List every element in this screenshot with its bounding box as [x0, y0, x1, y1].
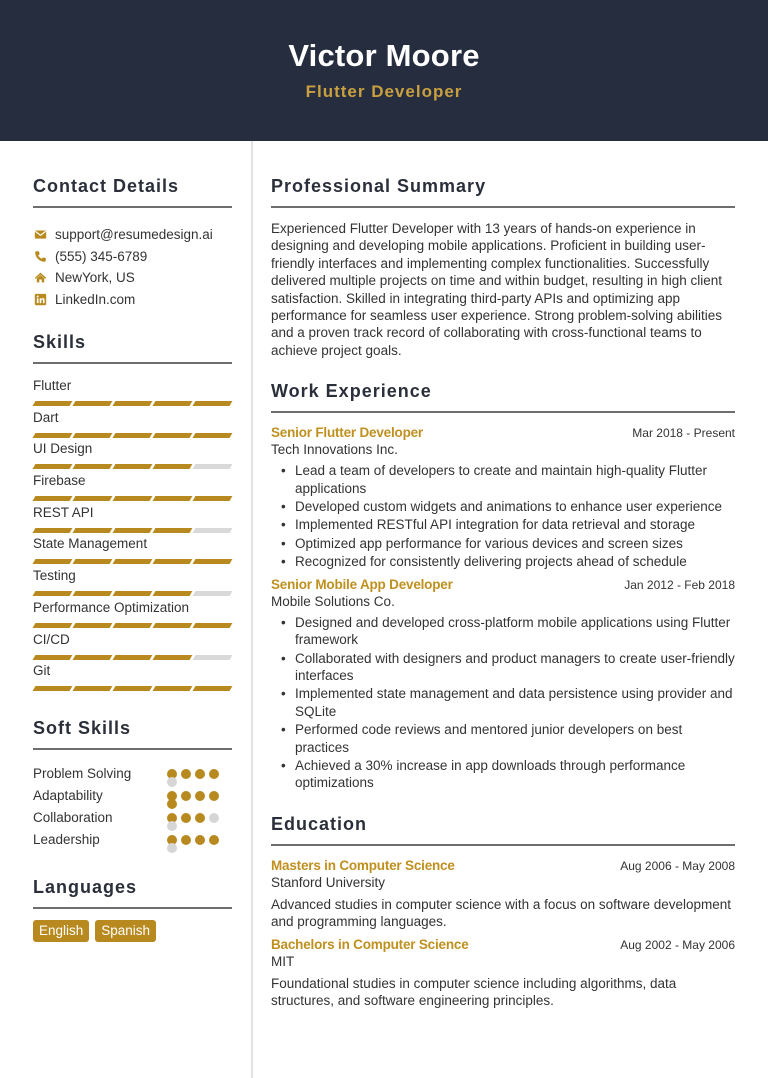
rating-bar-filled — [113, 401, 153, 406]
contact-email-text[interactable]: support@resumedesign.ai — [55, 227, 213, 243]
skill-item — [33, 377, 232, 409]
contact-phone — [33, 246, 232, 268]
skill-name: Git — [33, 663, 51, 679]
rating-dot-filled — [209, 791, 219, 801]
skill-rating — [34, 655, 232, 660]
rating-bar-filled — [73, 464, 113, 469]
phone-icon — [33, 249, 47, 263]
right-column — [271, 141, 735, 1009]
skill-rating — [34, 464, 232, 469]
rating-bar-filled — [33, 433, 73, 438]
rating-bar-filled — [73, 433, 113, 438]
skill-name: REST API — [33, 504, 94, 520]
section-heading: Skills — [33, 332, 232, 364]
education-entry — [271, 937, 735, 1010]
skill-rating — [34, 401, 232, 406]
rating-bar-filled — [113, 528, 153, 533]
rating-dot-empty — [209, 813, 219, 823]
language-tags — [33, 920, 232, 942]
rating-bar-filled — [73, 528, 113, 533]
soft-skill-item — [33, 785, 232, 807]
skill-rating — [34, 623, 232, 628]
skill-rating — [34, 559, 232, 564]
skill-item — [33, 567, 232, 599]
candidate-title: Flutter Developer — [305, 82, 463, 101]
rating-dot-filled — [181, 835, 191, 845]
rating-bar-filled — [113, 686, 153, 691]
skill-item — [33, 535, 232, 567]
rating-bar-filled — [73, 623, 113, 628]
skill-name: UI Design — [33, 441, 93, 457]
skill-name: Testing — [33, 568, 76, 584]
rating-bar-filled — [33, 464, 73, 469]
rating-dot-filled — [195, 813, 205, 823]
education-header — [271, 858, 735, 873]
skill-rating — [34, 686, 232, 691]
contact-linkedin — [33, 289, 232, 311]
contact-section — [33, 176, 232, 310]
skill-name: State Management — [33, 536, 148, 552]
rating-bar-empty — [193, 591, 233, 596]
job-bullet: • Recognized for consistently delivering projects ahead of schedule — [295, 553, 735, 570]
skill-rating — [34, 591, 232, 596]
skill-name: Firebase — [33, 473, 86, 489]
contact-location-text: NewYork, US — [55, 270, 135, 286]
rating-bar-filled — [73, 655, 113, 660]
skill-rating — [34, 496, 232, 501]
contact-linkedin-text[interactable]: LinkedIn.com — [55, 291, 136, 307]
language-tag: Spanish — [95, 920, 156, 942]
linkedin-icon — [33, 292, 47, 306]
job-company: Tech Innovations Inc. — [271, 442, 398, 458]
rating-dot-empty — [167, 777, 177, 787]
job-bullets — [271, 462, 735, 570]
summary-section — [271, 176, 735, 359]
education-date: Aug 2006 - May 2008 — [620, 858, 735, 873]
rating-bar-filled — [113, 496, 153, 501]
contact-phone-text: (555) 345-6789 — [55, 248, 148, 264]
rating-bar-filled — [193, 686, 233, 691]
job-entry — [271, 425, 735, 570]
skill-name: Flutter — [33, 378, 72, 393]
job-list — [271, 425, 735, 792]
rating-bar-filled — [193, 401, 233, 406]
left-column — [33, 141, 232, 942]
rating-bar-filled — [193, 496, 233, 501]
education-description: Foundational studies in computer science including algorithms, data structures, and software engineering principles. — [271, 975, 677, 1008]
rating-bar-filled — [73, 496, 113, 501]
rating-bar-filled — [113, 623, 153, 628]
soft-skill-item — [33, 763, 232, 785]
job-title: Senior Mobile App Developer — [271, 576, 453, 592]
rating-dot-filled — [181, 813, 191, 823]
skill-rating — [34, 528, 232, 533]
section-heading: Languages — [33, 877, 232, 909]
work-experience-section — [271, 381, 735, 792]
rating-bar-filled — [193, 559, 233, 564]
rating-bar-filled — [193, 623, 233, 628]
skill-name: CI/CD — [33, 631, 70, 647]
education-section — [271, 814, 735, 1010]
section-heading: Contact Details — [33, 176, 232, 208]
resume-header — [0, 0, 768, 141]
rating-bar-filled — [113, 655, 153, 660]
column-divider — [251, 141, 253, 1078]
contact-email — [33, 224, 232, 246]
rating-bar-filled — [33, 528, 73, 533]
rating-bar-filled — [153, 464, 193, 469]
job-date: Jan 2012 - Feb 2018 — [624, 577, 735, 592]
rating-bar-filled — [113, 433, 153, 438]
section-heading: Soft Skills — [33, 718, 232, 750]
rating-bar-filled — [193, 433, 233, 438]
rating-dot-filled — [181, 791, 191, 801]
skill-item — [33, 409, 232, 441]
rating-bar-filled — [153, 496, 193, 501]
skills-section — [33, 332, 232, 694]
job-company: Mobile Solutions Co. — [271, 593, 395, 609]
school-name: MIT — [271, 953, 295, 969]
rating-bar-filled — [153, 401, 193, 406]
section-heading: Education — [271, 814, 735, 846]
rating-bar-filled — [113, 559, 153, 564]
rating-bar-filled — [153, 655, 193, 660]
education-list — [271, 858, 735, 1010]
rating-dot-filled — [195, 791, 205, 801]
home-icon — [33, 271, 47, 285]
rating-bar-filled — [153, 528, 193, 533]
rating-bar-filled — [73, 686, 113, 691]
rating-dot-empty — [167, 843, 177, 853]
candidate-name: Victor Moore — [288, 38, 480, 73]
soft-skills-section — [33, 718, 232, 851]
skill-item — [33, 599, 232, 631]
job-header — [271, 425, 735, 440]
job-bullets — [271, 614, 735, 792]
rating-bar-filled — [153, 559, 193, 564]
skill-item — [33, 662, 232, 694]
rating-bar-filled — [33, 496, 73, 501]
soft-skill-name: Leadership — [33, 832, 100, 848]
languages-section — [33, 877, 232, 942]
rating-bar-empty — [193, 464, 233, 469]
rating-dot-filled — [209, 769, 219, 779]
rating-bar-empty — [193, 655, 233, 660]
rating-bar-filled — [33, 686, 73, 691]
skill-item — [33, 504, 232, 536]
rating-bar-filled — [153, 591, 193, 596]
degree-title: Bachelors in Computer Science — [271, 936, 469, 952]
rating-dot-empty — [167, 821, 177, 831]
degree-title: Masters in Computer Science — [271, 857, 455, 873]
envelope-icon — [33, 228, 47, 242]
rating-dot-filled — [209, 835, 219, 845]
job-bullet: • Collaborated with designers and product managers to create user-friendly interfaces — [295, 650, 735, 685]
education-entry — [271, 858, 735, 931]
job-bullet: • Achieved a 30% increase in app downloads through performance optimizations — [295, 757, 735, 792]
rating-bar-filled — [33, 655, 73, 660]
rating-dot-filled — [181, 769, 191, 779]
job-header — [271, 577, 735, 592]
skill-name: Performance Optimization — [33, 599, 190, 615]
school-name: Stanford University — [271, 874, 386, 890]
job-bullet: • Implemented state management and data persistence using provider and SQLite — [295, 685, 735, 720]
soft-skills-list — [33, 763, 232, 851]
rating-dot-filled — [195, 835, 205, 845]
skills-list — [33, 377, 232, 694]
soft-skill-name: Problem Solving — [33, 766, 132, 782]
soft-skill-item — [33, 807, 232, 829]
rating-bar-filled — [33, 559, 73, 564]
job-bullet: • Optimized app performance for various devices and screen sizes — [295, 535, 735, 552]
contact-location — [33, 267, 232, 289]
rating-bar-filled — [153, 623, 193, 628]
section-heading: Professional Summary — [271, 176, 735, 208]
skill-item — [33, 631, 232, 663]
rating-bar-filled — [153, 433, 193, 438]
job-bullet: • Implemented RESTful API integration for data retrieval and storage — [295, 516, 735, 533]
soft-skill-name: Adaptability — [33, 788, 103, 804]
job-bullet: • Performed code reviews and mentored junior developers on best practices — [295, 721, 735, 756]
rating-bar-filled — [33, 623, 73, 628]
skill-item — [33, 440, 232, 472]
rating-bar-filled — [33, 401, 73, 406]
rating-dot-filled — [195, 769, 205, 779]
job-date: Mar 2018 - Present — [632, 426, 735, 441]
summary-text: Experienced Flutter Developer with 13 years of hands-on experience in designing and developing mobile applications. Proficient in building user-friendly interfaces and implementing complex functionalities. Successfully delivered multiple projects on time and within budget, resulting in high client satisfaction. Skilled in integrating third-party APIs and optimizing app performance for seamless user experience. Strong problem-solving abilities and a proven track record of collaborating with cross-functional teams to achieve project goals. — [271, 221, 723, 358]
rating-bar-filled — [73, 401, 113, 406]
skill-rating — [34, 433, 232, 438]
language-tag: English — [33, 920, 89, 942]
skill-item — [33, 472, 232, 504]
rating-bar-filled — [113, 591, 153, 596]
soft-skill-item — [33, 829, 232, 851]
job-entry — [271, 577, 735, 792]
rating-bar-filled — [33, 591, 73, 596]
job-bullet: • Developed custom widgets and animations to enhance user experience — [295, 498, 735, 515]
contact-list — [33, 224, 232, 310]
skill-name: Dart — [33, 409, 59, 425]
job-title: Senior Flutter Developer — [271, 425, 423, 441]
rating-bar-filled — [153, 686, 193, 691]
soft-skill-name: Collaboration — [33, 810, 113, 826]
education-header — [271, 937, 735, 952]
rating-dot-filled — [167, 799, 177, 809]
job-bullet: • Designed and developed cross-platform mobile applications using Flutter framework — [295, 614, 735, 649]
education-date: Aug 2002 - May 2006 — [620, 937, 735, 952]
rating-bar-filled — [73, 591, 113, 596]
job-bullet: • Lead a team of developers to create and maintain high-quality Flutter applications — [295, 462, 735, 497]
rating-bar-empty — [193, 528, 233, 533]
section-heading: Work Experience — [271, 381, 735, 413]
rating-bar-filled — [73, 559, 113, 564]
rating-bar-filled — [113, 464, 153, 469]
education-description: Advanced studies in computer science with a focus on software development and programming languages. — [271, 896, 732, 930]
